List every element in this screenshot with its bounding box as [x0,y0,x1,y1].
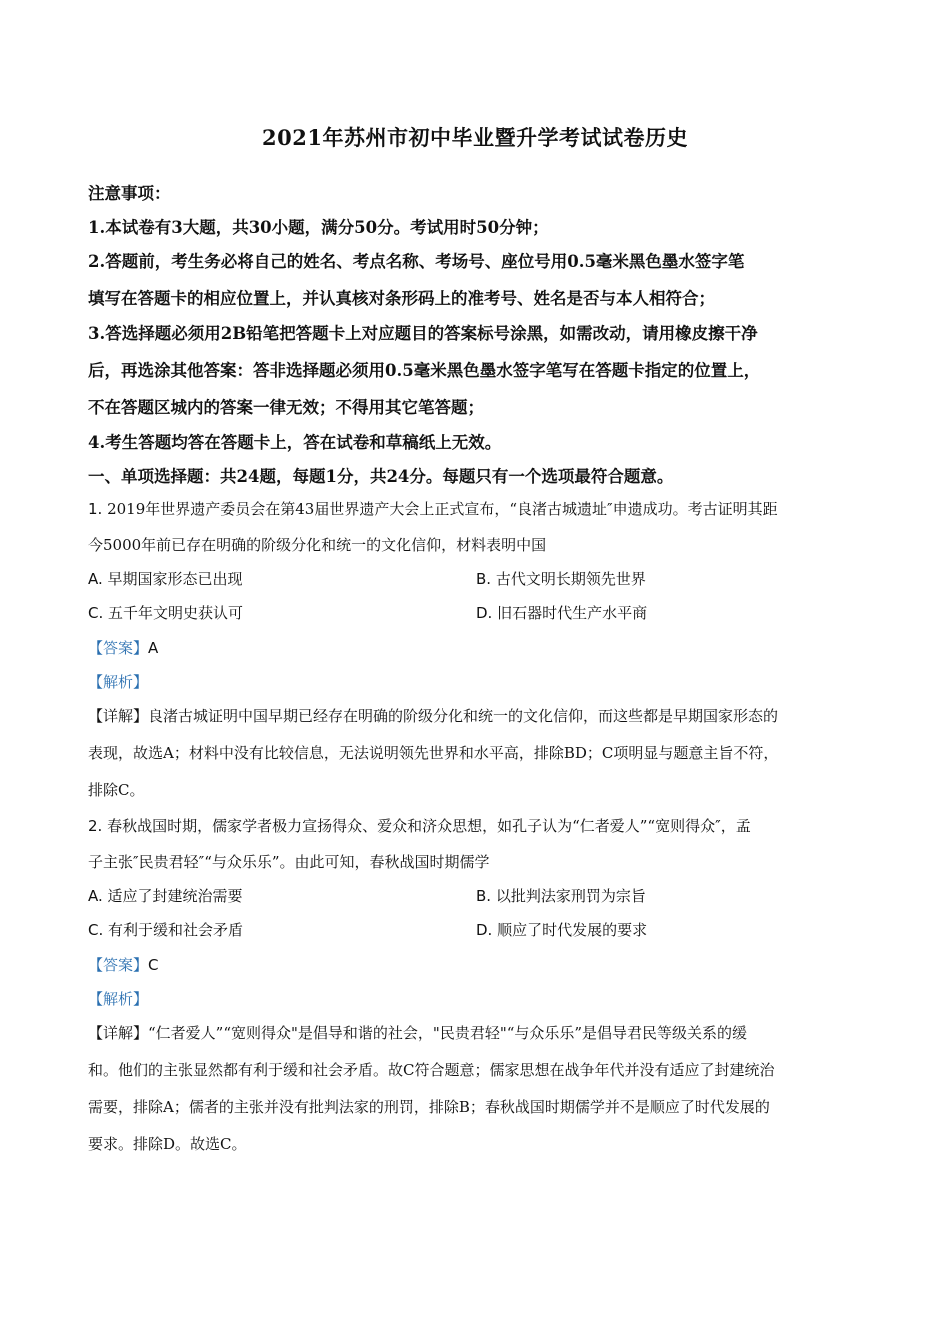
option-text: 顺应了时代发展的要求 [492,921,648,939]
notice-line-6: 不在答题区城内的答案一律无效；不得用其它笔答题； [88,398,484,417]
option-letter: C. [88,604,104,622]
question-1-stem-line-2: 今5000年前已存在明确的阶级分化和统一的文化信仰，材料表明中国 [88,536,547,554]
section-heading: 一、单项选择题：共24题，每题1分，共24分。每题只有一个选项最符合题意。 [88,467,674,486]
question-2-analysis-tag: 【解析】 [88,990,149,1008]
question-2-detail-line-2: 和。他们的主张显然都有利于缓和社会矛盾。故C符合题意；儒家思想在战争年代并没有适应了封建统治 [88,1061,775,1079]
question-2-stem-line-1 [88,815,751,836]
option-text: 早期国家形态已出现 [102,570,243,588]
question-1-option-d [476,602,647,623]
option-letter: C. [88,921,104,939]
question-1-answer [88,637,158,658]
option-text: 五千年文明史获认可 [103,604,244,622]
question-1-number: 1. [88,500,103,518]
option-text: 有利于缓和社会矛盾 [103,921,244,939]
option-letter: A. [88,570,103,588]
option-text: 适应了封建统治需要 [102,887,243,905]
question-1-stem-text-1: 2019年世界遗产委员会在第43届世界遗产大会上正式宣布，“良渚古城遗址″申遗成功。考古证明其距 [102,500,778,518]
detail-text: “仁者爱人”“宽则得众"是倡导和谐的社会，"民贵君轻"“与众乐乐”是倡导君民等级关系的缓 [148,1024,748,1042]
question-2-option-c [88,919,243,940]
notice-line-5: 后，再选涂其他答案：答非选择题必须用0.5毫米黑色墨水签字笔写在答题卡指定的位置上， [88,361,761,380]
question-1-option-b [476,568,646,589]
option-letter: B. [476,570,492,588]
question-2-stem-text-1: 春秋战国时期，儒家学者极力宣扬得众、爱众和济众思想，如孔子认为“仁者爱人”“宽则得众″，孟 [102,817,751,835]
answer-tag: 【答案】 [88,639,149,657]
answer-tag: 【答案】 [88,956,149,974]
option-text: 以批判法家刑罚为宗旨 [491,887,646,905]
option-letter: B. [476,887,492,905]
notice-line-3: 填写在答题卡的相应位置上，并认真核对条形码上的准考号、姓名是否与本人相符合； [88,289,715,308]
notice-line-4: 3.答选择题必须用2B铅笔把答题卡上对应题目的答案标号涂黑，如需改动，请用橡皮擦干净 [88,324,758,343]
answer-value: C [148,956,159,974]
option-letter: D. [476,604,493,622]
question-1-option-a [88,568,243,589]
question-2-option-a [88,885,243,906]
question-2-stem-line-2: 子主张″民贵君轻″“与众乐乐”。由此可知，春秋战国时期儒学 [88,853,490,871]
notice-line-1: 1.本试卷有3大题，共30小题，满分50分。考试用时50分钟； [88,218,549,237]
question-2-detail-line-4: 要求。排除D。故选C。 [88,1135,247,1153]
question-2-number: 2. [88,817,103,835]
detail-text: 良渚古城证明中国早期已经存在明确的阶级分化和统一的文化信仰，而这些都是早期国家形态的 [148,707,779,725]
question-2-option-d [476,919,647,940]
question-2-option-b [476,885,646,906]
option-letter: A. [88,887,103,905]
notice-line-2: 2.答题前，考生务必将自己的姓名、考点名称、考场号、座位号用0.5毫米黑色墨水签字笔 [88,252,745,271]
question-1-detail-line-3: 排除C。 [88,781,145,799]
detail-tag: 【详解】 [88,707,149,725]
answer-value: A [148,639,159,657]
question-1-analysis-tag: 【解析】 [88,673,149,691]
detail-tag: 【详解】 [88,1024,149,1042]
question-2-detail-line-3: 需要，排除A；儒者的主张并没有批判法家的刑罚，排除B；春秋战国时期儒学并不是顺应了时代发展的 [88,1098,770,1116]
question-1-detail-line-1 [88,705,778,726]
option-letter: D. [476,921,493,939]
option-text: 古代文明长期领先世界 [491,570,646,588]
question-1-stem-line-1 [88,498,778,519]
question-1-option-c [88,602,243,623]
option-text: 旧石器时代生产水平商 [492,604,648,622]
notice-heading: 注意事项： [88,184,171,203]
question-1-detail-line-2: 表现，故选A；材料中没有比较信息，无法说明领先世界和水平高，排除BD；C项明显与题意主旨不符， [88,744,779,762]
notice-line-7: 4.考生答题均答在答题卡上，答在试卷和草稿纸上无效。 [88,433,502,452]
page-title: 2021年苏州市初中毕业暨升学考试试卷历史 [262,125,688,150]
question-2-detail-line-1 [88,1022,747,1043]
question-2-answer [88,954,159,975]
